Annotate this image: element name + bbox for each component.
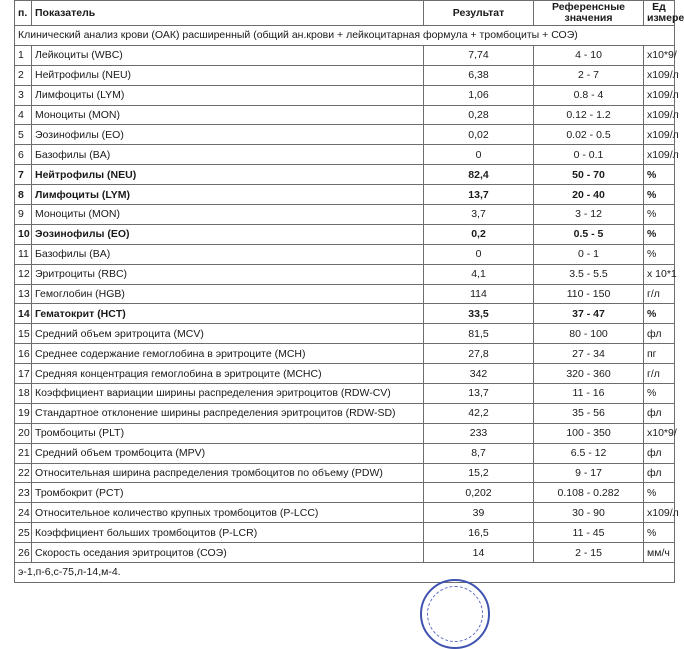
row-result: 13,7 xyxy=(424,185,534,205)
row-reference: 0.8 - 4 xyxy=(534,85,644,105)
row-unit: x10*9/ xyxy=(644,423,675,443)
table-header-row xyxy=(15,1,675,26)
row-reference: 3.5 - 5.5 xyxy=(534,264,644,284)
row-reference: 2 - 7 xyxy=(534,65,644,85)
row-reference: 4 - 10 xyxy=(534,45,644,65)
row-unit: фл xyxy=(644,443,675,463)
row-name: Тромбокрит (PCT) xyxy=(32,483,424,503)
table-body xyxy=(15,26,679,583)
row-reference: 320 - 360 xyxy=(534,364,644,384)
row-num: 25 xyxy=(15,523,32,543)
row-num: 9 xyxy=(15,205,32,225)
row-unit: x109/л xyxy=(644,85,675,105)
table-row xyxy=(15,463,675,483)
row-unit: г/л xyxy=(644,364,675,384)
table-row xyxy=(15,244,675,264)
row-num: 12 xyxy=(15,264,32,284)
table-row xyxy=(15,105,675,125)
row-result: 14 xyxy=(424,543,534,563)
row-reference: 37 - 47 xyxy=(534,304,644,324)
footer-row xyxy=(15,563,675,583)
header-num: п. xyxy=(15,1,32,26)
row-name: Лимфоциты (LYM) xyxy=(32,85,424,105)
row-name: Стандартное отклонение ширины распределения эритроцитов (RDW-SD) xyxy=(32,403,424,423)
row-result: 0,2 xyxy=(424,224,534,244)
row-num: 20 xyxy=(15,423,32,443)
table-row xyxy=(15,403,675,423)
table-row xyxy=(15,384,675,404)
row-reference: 0.108 - 0.282 xyxy=(534,483,644,503)
row-name: Эритроциты (RBC) xyxy=(32,264,424,284)
row-name: Базофилы (BA) xyxy=(32,145,424,165)
header-name: Показатель xyxy=(32,1,424,26)
row-reference: 20 - 40 xyxy=(534,185,644,205)
table-row xyxy=(15,125,675,145)
row-unit: фл xyxy=(644,324,675,344)
row-result: 39 xyxy=(424,503,534,523)
row-result: 8,7 xyxy=(424,443,534,463)
section-row xyxy=(15,26,675,46)
row-reference: 2 - 15 xyxy=(534,543,644,563)
row-result: 81,5 xyxy=(424,324,534,344)
row-result: 15,2 xyxy=(424,463,534,483)
row-name: Эозинофилы (EO) xyxy=(32,224,424,244)
table-row xyxy=(15,205,675,225)
stamp-seal xyxy=(420,579,490,649)
row-reference: 11 - 45 xyxy=(534,523,644,543)
row-result: 4,1 xyxy=(424,264,534,284)
blood-test-table xyxy=(14,0,684,583)
row-unit: % xyxy=(644,165,675,185)
row-result: 0,28 xyxy=(424,105,534,125)
row-name: Гематокрит (HCT) xyxy=(32,304,424,324)
row-unit: x109/л xyxy=(644,65,675,85)
row-name: Лимфоциты (LYM) xyxy=(32,185,424,205)
header-reference-line2: значения xyxy=(564,12,613,24)
row-reference: 0 - 1 xyxy=(534,244,644,264)
row-unit: % xyxy=(644,304,675,324)
row-num: 11 xyxy=(15,244,32,264)
row-unit: x109/л xyxy=(644,503,675,523)
row-unit: пг xyxy=(644,344,675,364)
table-row xyxy=(15,264,675,284)
row-name: Базофилы (BA) xyxy=(32,244,424,264)
row-num: 18 xyxy=(15,384,32,404)
row-name: Скорость оседания эритроцитов (СОЭ) xyxy=(32,543,424,563)
row-unit: % xyxy=(644,205,675,225)
row-result: 33,5 xyxy=(424,304,534,324)
row-result: 7,74 xyxy=(424,45,534,65)
row-reference: 100 - 350 xyxy=(534,423,644,443)
row-result: 42,2 xyxy=(424,403,534,423)
row-num: 17 xyxy=(15,364,32,384)
row-reference: 6.5 - 12 xyxy=(534,443,644,463)
row-reference: 0.12 - 1.2 xyxy=(534,105,644,125)
table-row xyxy=(15,165,675,185)
row-result: 16,5 xyxy=(424,523,534,543)
row-num: 4 xyxy=(15,105,32,125)
table-row xyxy=(15,304,675,324)
row-reference: 50 - 70 xyxy=(534,165,644,185)
row-result: 82,4 xyxy=(424,165,534,185)
row-num: 24 xyxy=(15,503,32,523)
row-num: 10 xyxy=(15,224,32,244)
row-num: 8 xyxy=(15,185,32,205)
row-result: 13,7 xyxy=(424,384,534,404)
row-unit: x109/л xyxy=(644,145,675,165)
row-name: Средний объем тромбоцита (MPV) xyxy=(32,443,424,463)
table-row xyxy=(15,185,675,205)
header-unit-line1: Ед xyxy=(652,1,666,13)
row-result: 3,7 xyxy=(424,205,534,225)
table-row xyxy=(15,284,675,304)
row-num: 26 xyxy=(15,543,32,563)
row-unit: % xyxy=(644,224,675,244)
row-num: 14 xyxy=(15,304,32,324)
row-reference: 30 - 90 xyxy=(534,503,644,523)
row-result: 0,202 xyxy=(424,483,534,503)
table-row xyxy=(15,543,675,563)
row-num: 3 xyxy=(15,85,32,105)
table-row xyxy=(15,364,675,384)
row-result: 114 xyxy=(424,284,534,304)
table-row xyxy=(15,45,675,65)
row-unit: x10*9/ xyxy=(644,45,675,65)
row-name: Средний объем эритроцита (MCV) xyxy=(32,324,424,344)
row-num: 13 xyxy=(15,284,32,304)
row-num: 5 xyxy=(15,125,32,145)
row-unit: x109/л xyxy=(644,125,675,145)
row-name: Нейтрофилы (NEU) xyxy=(32,165,424,185)
row-reference: 3 - 12 xyxy=(534,205,644,225)
row-name: Эозинофилы (EO) xyxy=(32,125,424,145)
row-num: 6 xyxy=(15,145,32,165)
row-unit: фл xyxy=(644,403,675,423)
row-reference: 11 - 16 xyxy=(534,384,644,404)
header-result: Результат xyxy=(424,1,534,26)
table-row xyxy=(15,85,675,105)
row-unit: % xyxy=(644,244,675,264)
row-num: 1 xyxy=(15,45,32,65)
row-name: Среднее содержание гемоглобина в эритроците (MCH) xyxy=(32,344,424,364)
row-reference: 110 - 150 xyxy=(534,284,644,304)
row-name: Нейтрофилы (NEU) xyxy=(32,65,424,85)
row-result: 342 xyxy=(424,364,534,384)
row-reference: 35 - 56 xyxy=(534,403,644,423)
row-name: Тромбоциты (PLT) xyxy=(32,423,424,443)
row-num: 16 xyxy=(15,344,32,364)
table-row xyxy=(15,503,675,523)
row-result: 0 xyxy=(424,244,534,264)
table-row xyxy=(15,523,675,543)
row-num: 15 xyxy=(15,324,32,344)
row-result: 1,06 xyxy=(424,85,534,105)
row-result: 27,8 xyxy=(424,344,534,364)
row-name: Средняя концентрация гемоглобина в эритроците (MCHC) xyxy=(32,364,424,384)
row-num: 23 xyxy=(15,483,32,503)
row-unit: % xyxy=(644,384,675,404)
row-unit: мм/ч xyxy=(644,543,675,563)
row-unit: x 10*1 xyxy=(644,264,675,284)
row-reference: 9 - 17 xyxy=(534,463,644,483)
table-row xyxy=(15,423,675,443)
row-num: 7 xyxy=(15,165,32,185)
report-sheet xyxy=(14,0,684,583)
row-name: Коэффициент вариации ширины распределения эритроцитов (RDW-CV) xyxy=(32,384,424,404)
table-row xyxy=(15,224,675,244)
section-title: Клинический анализ крови (ОАК) расширенный (общий ан.крови + лейкоцитарная формула + тромбоциты + СОЭ) xyxy=(15,26,675,46)
row-unit: г/л xyxy=(644,284,675,304)
row-name: Моноциты (MON) xyxy=(32,105,424,125)
row-result: 0 xyxy=(424,145,534,165)
row-unit: % xyxy=(644,523,675,543)
table-row xyxy=(15,145,675,165)
footer-note: э-1,п-6,с-75,л-14,м-4. xyxy=(15,563,675,583)
table-row xyxy=(15,344,675,364)
row-reference: 27 - 34 xyxy=(534,344,644,364)
row-name: Моноциты (MON) xyxy=(32,205,424,225)
row-name: Относительное количество крупных тромбоцитов (P-LCC) xyxy=(32,503,424,523)
row-unit: фл xyxy=(644,463,675,483)
row-unit: x109/л xyxy=(644,105,675,125)
row-reference: 0.02 - 0.5 xyxy=(534,125,644,145)
row-num: 19 xyxy=(15,403,32,423)
row-unit: % xyxy=(644,185,675,205)
table-row xyxy=(15,65,675,85)
row-name: Лейкоциты (WBC) xyxy=(32,45,424,65)
row-num: 21 xyxy=(15,443,32,463)
row-num: 22 xyxy=(15,463,32,483)
row-name: Гемоглобин (HGB) xyxy=(32,284,424,304)
row-num: 2 xyxy=(15,65,32,85)
table-row xyxy=(15,324,675,344)
header-reference xyxy=(534,1,644,26)
row-result: 0,02 xyxy=(424,125,534,145)
row-result: 233 xyxy=(424,423,534,443)
row-result: 6,38 xyxy=(424,65,534,85)
row-name: Коэффициент больших тромбоцитов (P-LCR) xyxy=(32,523,424,543)
header-unit xyxy=(644,1,684,26)
row-reference: 0.5 - 5 xyxy=(534,224,644,244)
row-reference: 80 - 100 xyxy=(534,324,644,344)
row-unit: % xyxy=(644,483,675,503)
header-reference-line1: Референсные xyxy=(551,1,626,13)
header-unit-line2: измере xyxy=(647,12,684,24)
row-name: Относительная ширина распределения тромбоцитов по объему (PDW) xyxy=(32,463,424,483)
table-row xyxy=(15,443,675,463)
row-reference: 0 - 0.1 xyxy=(534,145,644,165)
table-row xyxy=(15,483,675,503)
